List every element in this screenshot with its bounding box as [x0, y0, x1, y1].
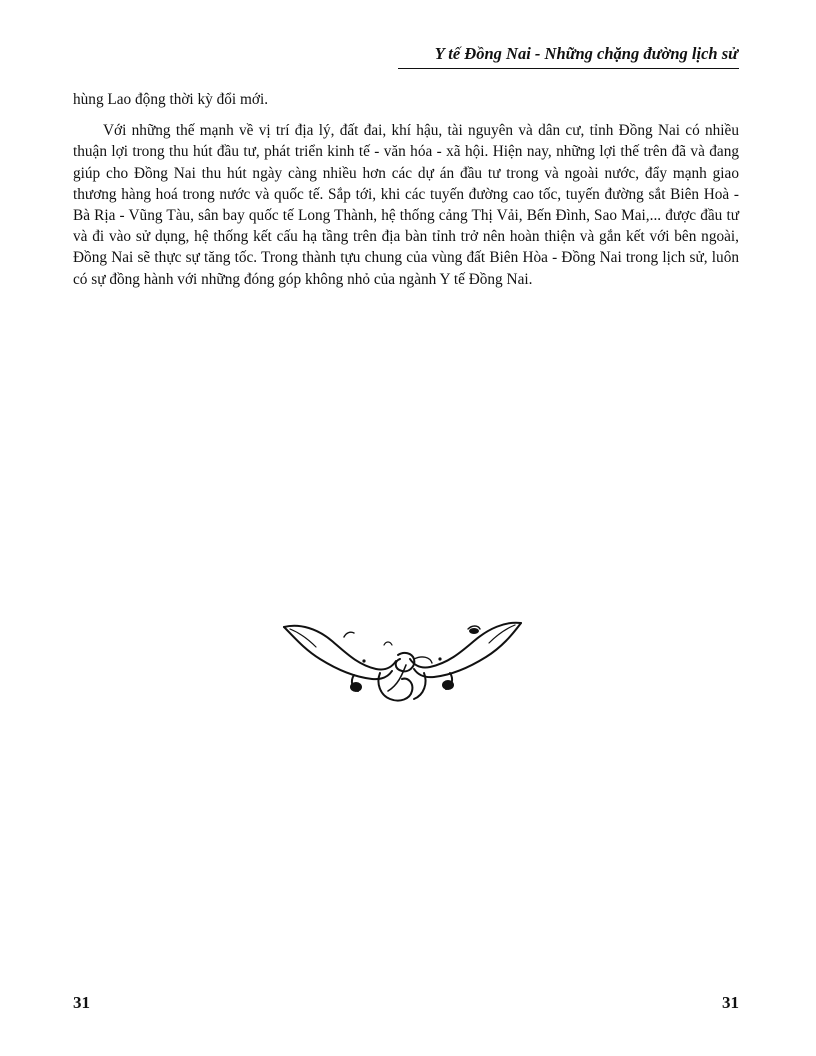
page-number-right: 31 — [722, 993, 739, 1012]
running-header: Y tế Đồng Nai - Những chặng đường lịch sử — [434, 44, 738, 63]
paragraph-continued: hùng Lao động thời kỳ đổi mới. — [73, 91, 269, 108]
body-text — [73, 89, 739, 290]
floral-ornament-icon — [280, 615, 525, 710]
paragraph: Với những thế mạnh về vị trí địa lý, đất đai, khí hậu, tài nguyên và dân cư, tỉnh Đồng Nai có nhiều thuận lợi trong thu hút đầu tư, phát triển kinh tế - văn hóa - xã hội. Hiện nay, những lợi thế trên đã và đang giúp cho Đồng Nai thu hút ngày càng nhiều hơn các dự án đầu tư trong và ngoài nước, đẩy mạnh giao thương hàng hoá trong nước và quốc tế. Sắp tới, khi các tuyến đường cao tốc, tuyến đường sắt Biên Hoà - Bà Rịa - Vũng Tàu, sân bay quốc tế Long Thành, hệ thống cảng Thị Vải, Bến Đình, Sao Mai,... được đầu tư và đi vào sử dụng, hệ thống kết cấu hạ tầng trên địa bàn tỉnh trở nên hoàn thiện và gắn kết với bên ngoài, Đồng Nai sẽ thực sự tăng tốc. Trong thành tựu chung của vùng đất Biên Hòa - Đồng Nai trong lịch sử, luôn có sự đồng hành với những đóng góp không nhỏ của ngành Y tế Đồng Nai. — [73, 122, 739, 288]
header-rule — [398, 68, 739, 69]
page-number-left: 31 — [73, 993, 90, 1012]
